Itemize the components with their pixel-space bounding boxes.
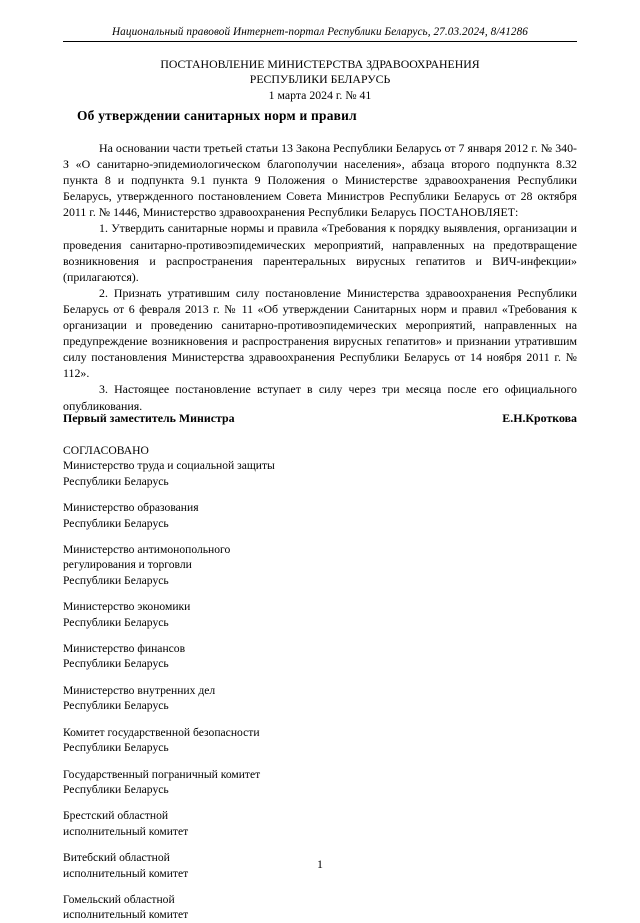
approval-organization [63, 725, 393, 756]
approval-organization [63, 808, 393, 839]
approval-organization-line: исполнительный комитет [63, 908, 189, 922]
approval-organization-line: Брестский областной [63, 809, 169, 823]
signature-block [63, 411, 577, 426]
document-title-line-1: ПОСТАНОВЛЕНИЕ МИНИСТЕРСТВА ЗДРАВООХРАНЕНИЯ [160, 57, 480, 71]
paragraph-item-3: 3. Настоящее постановление вступает в силу через три месяца после его официального опубликования. [63, 382, 577, 413]
document-title-block [63, 57, 577, 104]
approval-organization-line: Витебский областной [63, 851, 170, 865]
signatory-position: Первый заместитель Министра [63, 411, 235, 425]
approval-organization [63, 542, 393, 588]
approval-organization-line: Гомельский областной [63, 892, 175, 906]
approval-organization [63, 641, 393, 672]
approval-organization [63, 892, 393, 923]
approval-organization [63, 767, 393, 798]
paragraph-preamble: На основании части третьей статьи 13 Закона Республики Беларусь от 7 января 2012 г. № 340-З «О санитарно-эпидемиологическом благополучии населения», абзаца второго подпункта 8.32 пункта 8 и подпункта 9.1 пункта 9 Положения о Министерстве здравоохранения Республики Беларусь, утвержденного постановлением Совета Министров Республики Беларусь от 28 октября 2011 г. № 1446, Министерство здравоохранения Республики Беларусь ПОСТАНОВЛЯЕТ: [63, 141, 577, 220]
approval-organization [63, 683, 393, 714]
running-header [63, 26, 577, 42]
approvals-list [63, 458, 393, 922]
approval-organization-line: исполнительный комитет [63, 866, 189, 880]
approval-organization-line: Министерство экономики [63, 600, 191, 614]
paragraph-item-2: 2. Признать утратившим силу постановление Министерства здравоохранения Республики Беларусь от 6 февраля 2013 г. № 11 «Об утверждении Санитарных норм и правил «Требования к организации и проведению санитарно-противоэпидемических мероприятий, направленных на предупреждение возникновения и распространения вирусных гепатитов» и признании утратившим силу постановления Министерства здравоохранения Республики Беларусь от 14 ноября 2011 г. № 112». [63, 285, 577, 381]
approval-organization [63, 500, 393, 531]
paragraph-item-1: 1. Утвердить санитарные нормы и правила «Требования к порядку выявления, организации и проведения санитарно-противоэпидемических мероприятий, направленных на предотвращение возникновения и распространения парентеральных вирусных гепатитов и ВИЧ-инфекции» (прилагаются). [63, 221, 577, 284]
approval-organization-line: Республики Беларусь [63, 573, 169, 587]
approval-organization-line: Республики Беларусь [63, 782, 169, 796]
approval-organization [63, 458, 393, 489]
approval-organization-line: Министерство антимонопольного [63, 543, 231, 557]
approvals-heading: СОГЛАСОВАНО [63, 444, 149, 457]
approval-organization-line: Республики Беларусь [63, 516, 169, 530]
running-header-text: Национальный правовой Интернет-портал Республики Беларусь, 27.03.2024, 8/41286 [112, 26, 528, 38]
approval-organization-line: Республики Беларусь [63, 657, 169, 671]
document-title-line-2: РЕСПУБЛИКИ БЕЛАРУСЬ [249, 72, 391, 87]
approval-organization-line: Республики Беларусь [63, 474, 169, 488]
document-body [63, 140, 577, 414]
approval-organization-line: Комитет государственной безопасности [63, 725, 260, 739]
approvals-block [63, 443, 393, 923]
page-number: 1 [317, 857, 323, 871]
signatory-name: Е.Н.Кроткова [502, 411, 577, 425]
approval-organization-line: Министерство образования [63, 501, 199, 515]
approval-organization-line: Республики Беларусь [63, 699, 169, 713]
approval-organization-line: регулирования и торговли [63, 558, 192, 572]
approval-organization [63, 599, 393, 630]
approval-organization-line: исполнительный комитет [63, 824, 189, 838]
approval-organization-line: Министерство труда и социальной защиты [63, 459, 275, 473]
approval-organization-line: Министерство внутренних дел [63, 683, 216, 697]
approval-organization-line: Государственный пограничный комитет [63, 767, 261, 781]
approval-organization-line: Республики Беларусь [63, 615, 169, 629]
approval-organization-line: Республики Беларусь [63, 741, 169, 755]
document-date-and-number: 1 марта 2024 г. № 41 [268, 88, 372, 103]
approval-organization-line: Министерство финансов [63, 642, 186, 656]
document-subject-heading: Об утверждении санитарных норм и правил [77, 108, 357, 123]
